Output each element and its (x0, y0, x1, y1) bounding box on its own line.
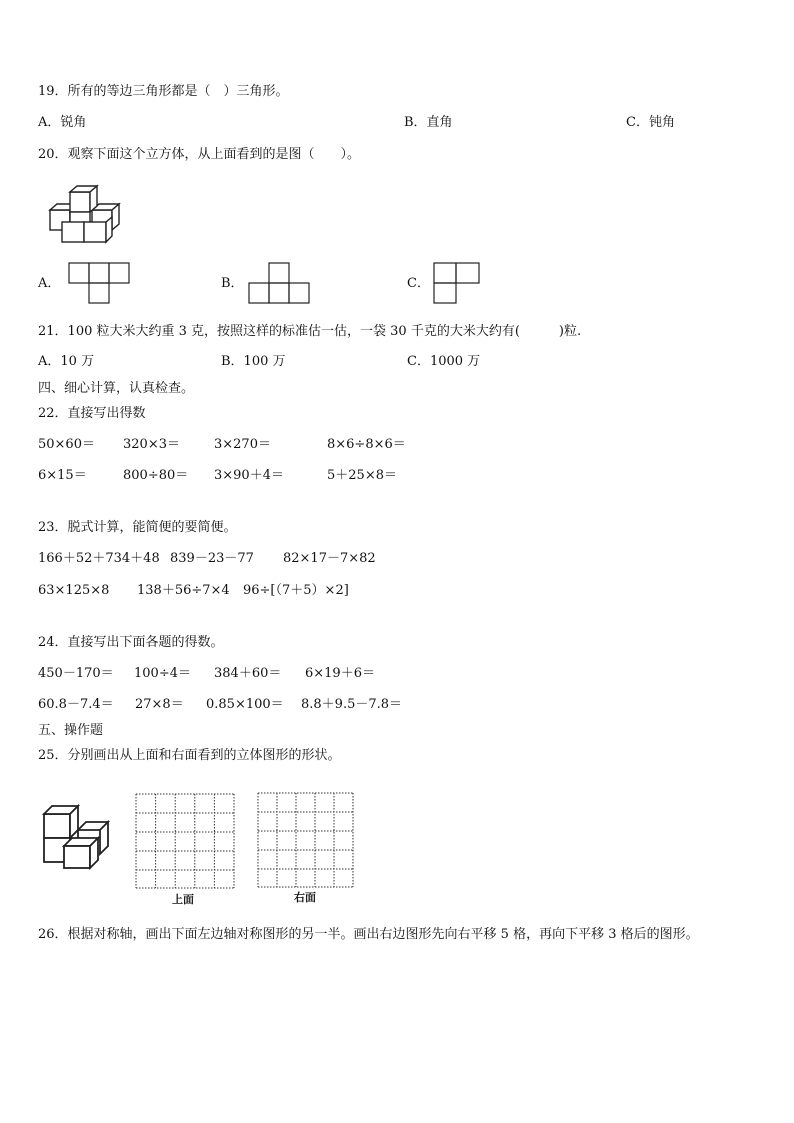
q25-right-view-label: 右面 (294, 891, 316, 904)
q24-problem: 60.8－7.4＝ (38, 697, 114, 712)
q20-option-c-figure[interactable] (433, 262, 483, 304)
q19-option-b[interactable]: B．直角 (404, 115, 453, 130)
q23-stem: 23．脱式计算，能简便的要简便。 (38, 520, 237, 535)
q20-option-a-label[interactable]: A． (38, 276, 61, 291)
q23-problem: 138＋56÷7×4 (137, 583, 230, 598)
q20-cube-figure (44, 184, 124, 246)
q23-problem: 63×125×8 (38, 583, 110, 598)
q20-option-c-label[interactable]: C． (407, 276, 430, 291)
q19-stem: 19．所有的等边三角形都是（ ）三角形。 (38, 84, 289, 99)
q25-top-view-grid[interactable] (134, 792, 236, 890)
q24-problem: 8.8＋9.5－7.8＝ (301, 697, 403, 712)
q25-solid-figure (40, 802, 112, 870)
q20-option-b-figure[interactable] (248, 262, 312, 304)
q25-stem: 25．分别画出从上面和右面看到的立体图形的形状。 (38, 748, 341, 763)
q20-stem: 20．观察下面这个立方体，从上面看到的是图（ ）。 (38, 147, 361, 162)
q24-problem: 450－170＝ (38, 666, 114, 681)
q22-problem: 5＋25×8＝ (327, 468, 397, 483)
q22-problem: 800÷80＝ (123, 468, 189, 483)
q23-problem: 82×17－7×82 (283, 551, 376, 566)
q23-problem: 96÷[（7＋5）×2] (243, 583, 349, 598)
q22-problem: 3×270＝ (214, 437, 271, 452)
q19-option-c[interactable]: C．钝角 (626, 115, 675, 130)
q26-stem: 26．根据对称轴，画出下面左边轴对称图形的另一半。画出右边图形先向右平移 5 格，再向下平移 3 格后的图形。 (38, 927, 699, 942)
section-5-heading: 五、操作题 (38, 723, 104, 738)
q21-stem: 21．100 粒大米大约重 3 克，按照这样的标准估一估，一袋 30 千克的大米大约有( )粒. (38, 324, 582, 339)
q22-problem: 3×90＋4＝ (214, 468, 284, 483)
q22-problem: 8×6÷8×6＝ (327, 437, 406, 452)
q21-option-c[interactable]: C．1000 万 (407, 354, 481, 369)
q19-option-a[interactable]: A．锐角 (38, 115, 87, 130)
q24-problem: 0.85×100＝ (206, 697, 284, 712)
q23-problem: 166＋52＋734＋48 (38, 551, 160, 566)
q21-option-b[interactable]: B．100 万 (221, 354, 286, 369)
q23-problem: 839－23－77 (170, 551, 254, 566)
q22-problem: 50×60＝ (38, 437, 95, 452)
q24-problem: 27×8＝ (135, 697, 184, 712)
q20-option-b-label[interactable]: B． (221, 276, 244, 291)
q24-problem: 384＋60＝ (214, 666, 282, 681)
q22-stem: 22．直接写出得数 (38, 406, 146, 421)
q20-option-a-figure[interactable] (68, 262, 132, 304)
q24-stem: 24．直接写出下面各题的得数。 (38, 635, 224, 650)
q22-problem: 6×15＝ (38, 468, 87, 483)
q24-problem: 6×19＋6＝ (305, 666, 375, 681)
q25-right-view-grid[interactable] (256, 791, 356, 889)
q25-top-view-label: 上面 (172, 893, 194, 906)
section-4-heading: 四、细心计算，认真检查。 (38, 381, 195, 396)
q24-problem: 100÷4＝ (134, 666, 191, 681)
q21-option-a[interactable]: A．10 万 (38, 354, 95, 369)
q22-problem: 320×3＝ (123, 437, 180, 452)
